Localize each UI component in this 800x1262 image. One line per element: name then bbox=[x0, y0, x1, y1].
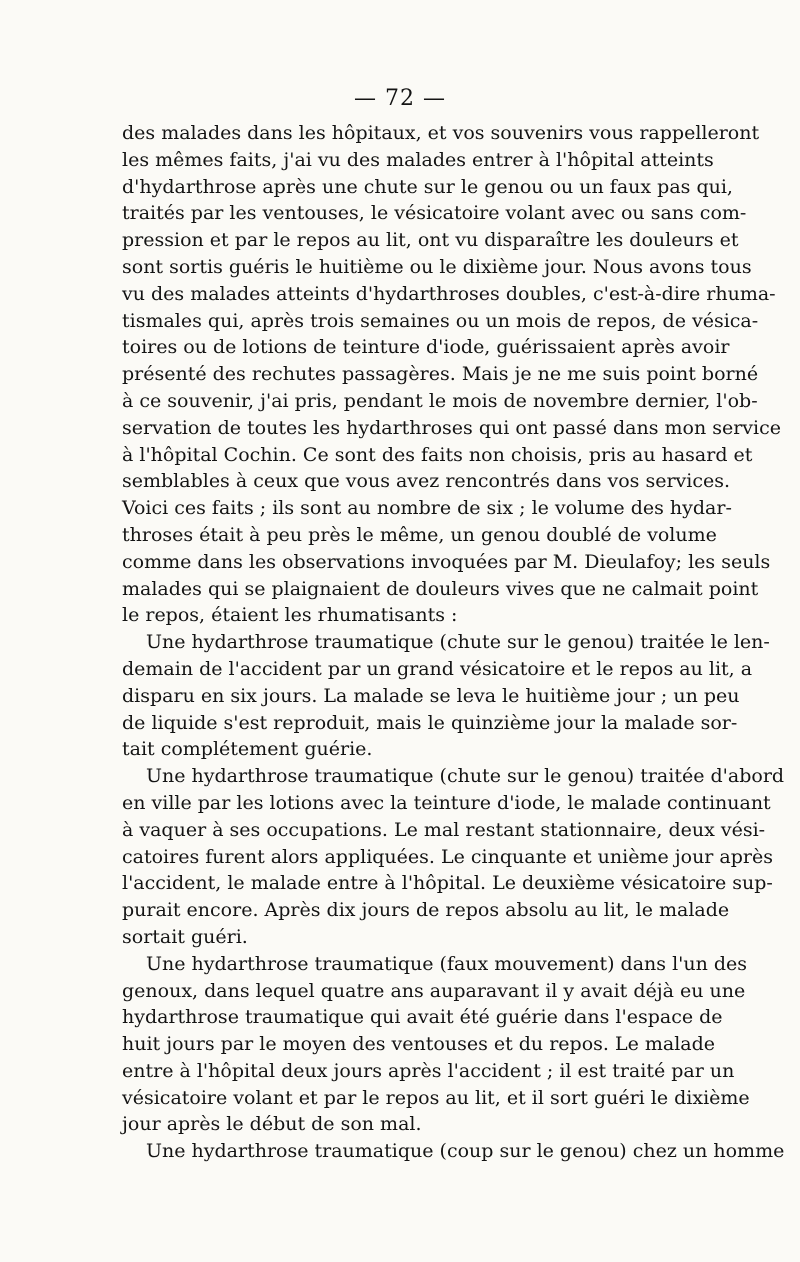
text-line: vu des malades atteints d'hydarthroses doubles, c'est-à-dire rhuma- bbox=[122, 282, 776, 305]
text-line: sortait guéri. bbox=[122, 925, 248, 948]
text-line: Une hydarthrose traumatique (chute sur le genou) traitée d'abord bbox=[146, 765, 785, 788]
text-line: disparu en six jours. La malade se leva le huitième jour ; un peu bbox=[122, 684, 740, 707]
text-line: malades qui se plaignaient de douleurs vives que ne calmait point bbox=[122, 577, 759, 600]
text-line: traités par les ventouses, le vésicatoire volant avec ou sans com- bbox=[122, 202, 747, 225]
text-line: l'accident, le malade entre à l'hôpital. Le deuxième vésicatoire sup- bbox=[122, 872, 773, 895]
text-line: tait complétement guérie. bbox=[122, 738, 373, 761]
text-line: sont sortis guéris le huitième ou le dixième jour. Nous avons tous bbox=[122, 255, 752, 278]
text-line: genoux, dans lequel quatre ans auparavant il y avait déjà eu une bbox=[122, 979, 746, 1002]
text-line: à ce souvenir, j'ai pris, pendant le mois de novembre dernier, l'ob- bbox=[122, 389, 758, 412]
text-line: throses était à peu près le même, un genou doublé de volume bbox=[122, 523, 717, 546]
text-line: semblables à ceux que vous avez rencontrés dans vos services. bbox=[122, 470, 731, 493]
text-line: des malades dans les hôpitaux, et vos souvenirs vous rappelleront bbox=[122, 122, 760, 144]
text-line: d'hydarthrose après une chute sur le genou ou un faux pas qui, bbox=[122, 175, 733, 198]
text-line: présenté des rechutes passagères. Mais je ne me suis point borné bbox=[122, 363, 759, 386]
text-line: Une hydarthrose traumatique (faux mouvement) dans l'un des bbox=[146, 952, 748, 975]
text-line: servation de toutes les hydarthroses qui ont passé dans mon service bbox=[122, 416, 781, 439]
text-line: catoires furent alors appliquées. Le cinquante et unième jour après bbox=[122, 845, 773, 868]
text-line: toires ou de lotions de teinture d'iode, guérissaient après avoir bbox=[122, 336, 730, 359]
text-line: à l'hôpital Cochin. Ce sont des faits non choisis, pris au hasard et bbox=[122, 443, 753, 466]
text-line: hydarthrose traumatique qui avait été guérie dans l'espace de bbox=[122, 1006, 723, 1029]
text-line: le repos, étaient les rhumatisants : bbox=[122, 604, 458, 627]
text-line: comme dans les observations invoquées par M. Dieulafoy; les seuls bbox=[122, 550, 771, 573]
text-line: huit jours par le moyen des ventouses et du repos. Le malade bbox=[122, 1033, 716, 1056]
text-line: pression et par le repos au lit, ont vu disparaître les douleurs et bbox=[122, 229, 739, 252]
text-line: à vaquer à ses occupations. Le mal restant stationnaire, deux vési- bbox=[122, 818, 766, 841]
text-line: Une hydarthrose traumatique (coup sur le genou) chez un homme bbox=[146, 1140, 785, 1163]
text-line: tismales qui, après trois semaines ou un mois de repos, de vésica- bbox=[122, 309, 759, 332]
text-line: jour après le début de son mal. bbox=[122, 1113, 422, 1136]
page-number: — 72 — bbox=[354, 86, 446, 111]
text-line: vésicatoire volant et par le repos au lit, et il sort guéri le dixième bbox=[122, 1086, 750, 1109]
text-line: les mêmes faits, j'ai vu des malades entrer à l'hôpital atteints bbox=[122, 148, 714, 171]
text-line: entre à l'hôpital deux jours après l'accident ; il est traité par un bbox=[122, 1059, 735, 1082]
text-line: Une hydarthrose traumatique (chute sur le genou) traitée le len- bbox=[146, 631, 770, 654]
text-line: en ville par les lotions avec la teinture d'iode, le malade continuant bbox=[122, 791, 771, 814]
text-line: Voici ces faits ; ils sont au nombre de six ; le volume des hydar- bbox=[122, 497, 732, 520]
text-line: de liquide s'est reproduit, mais le quinzième jour la malade sor- bbox=[122, 711, 738, 734]
text-line: demain de l'accident par un grand vésicatoire et le repos au lit, a bbox=[122, 657, 753, 680]
body-text bbox=[122, 120, 785, 1165]
text-line: purait encore. Après dix jours de repos absolu au lit, le malade bbox=[122, 899, 730, 922]
